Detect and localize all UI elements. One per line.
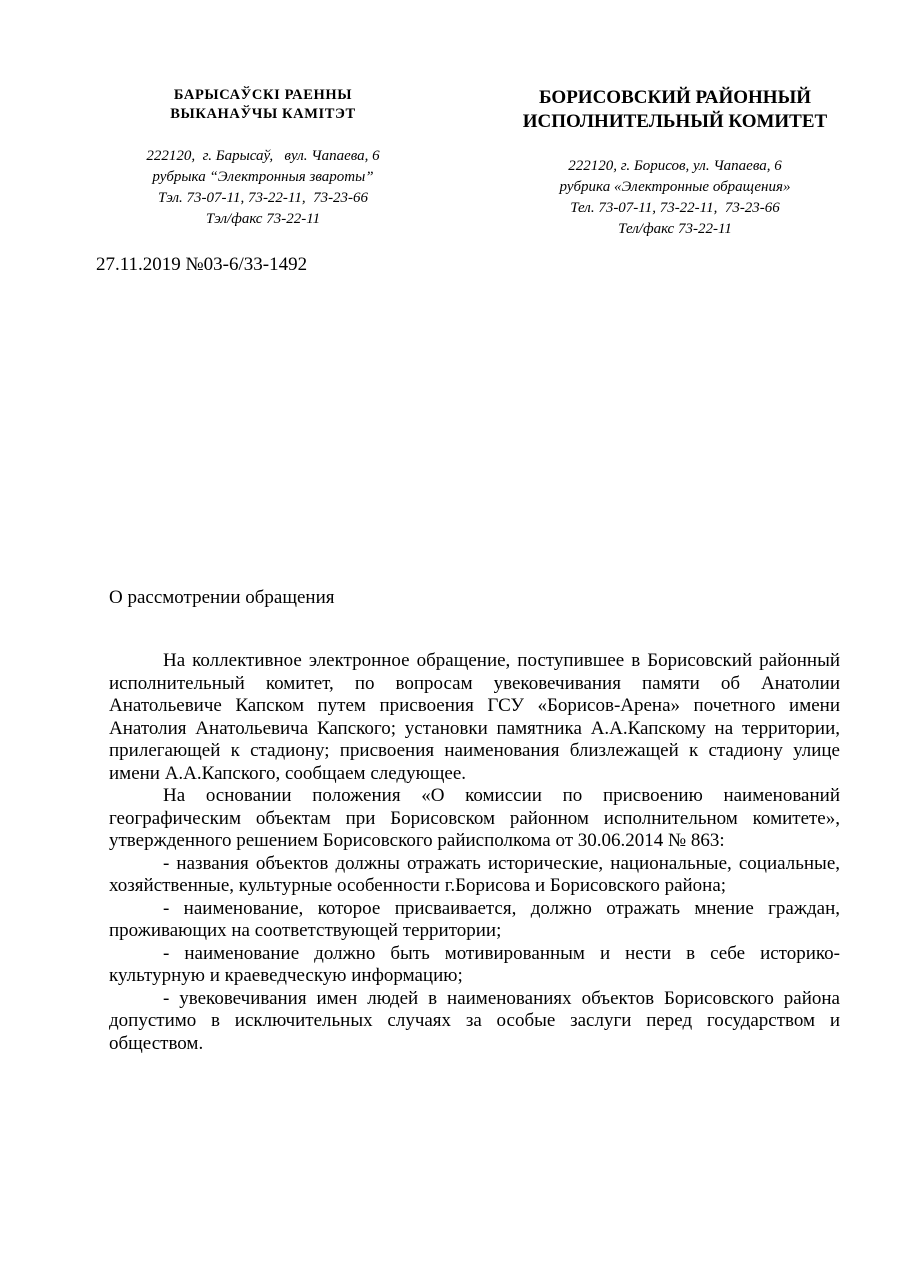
list-item: - наименование должно быть мотивированным и нести в себе историко-культурную и краеведческую информацию; xyxy=(109,942,840,986)
org-name-line2-by: ВЫКАНАЎЧЫ КАМІТЭТ xyxy=(170,106,356,122)
list-item: - названия объектов должны отражать исторические, национальные, социальные, хозяйственные, культурные особенности г.Борисова и Борисовского района; xyxy=(109,852,840,896)
fax-ru: Тел/факс 73-22-11 xyxy=(618,221,732,237)
fax-by: Тэл/факс 73-22-11 xyxy=(205,211,321,227)
org-name-line1-by: БАРЫСАЎСКІ РАЕННЫ xyxy=(173,87,353,103)
document-subject: О рассмотрении обращения xyxy=(109,587,335,608)
header-russian xyxy=(480,86,870,240)
contacts-by xyxy=(78,146,448,230)
contacts-ru xyxy=(480,156,870,240)
address-by: 222120, г. Барысаў, вул. Чапаева, 6 xyxy=(146,148,380,164)
org-name-line1-ru: БОРИСОВСКИЙ РАЙОННЫЙ xyxy=(538,87,812,108)
rubric-ru: рубрика «Электронные обращения» xyxy=(559,179,791,195)
paragraph-basis: На основании положения «О комиссии по присвоению наименований географическим объектам при Борисовском районном исполнительном комитете», утвержденного решением Борисовского райисполкома от 30.06.2014 № 863: xyxy=(109,785,840,851)
org-name-line2-ru: ИСПОЛНИТЕЛЬНЫЙ КОМИТЕТ xyxy=(522,111,828,132)
header-belarusian xyxy=(78,86,448,230)
phones-ru: Тел. 73-07-11, 73-22-11, 73-23-66 xyxy=(570,200,780,216)
address-ru: 222120, г. Борисов, ул. Чапаева, 6 xyxy=(568,158,782,174)
document-date-number: 27.11.2019 №03-6/33-1492 xyxy=(96,254,308,275)
paragraph-intro: На коллективное электронное обращение, поступившее в Борисовский районный исполнительный комитет, по вопросам увековечивания памяти об Анатолии Анатольевиче Капском путем присвоения ГСУ «Борисов-Арена» почетного имени Анатолия Анатольевича Капского; установки памятника А.А.Капскому на территории, прилегающей к стадиону; присвоения наименования близлежащей к стадиону улице имени А.А.Капского, сообщаем следующее. xyxy=(109,650,840,784)
rubric-by: рубрыка “Электронныя звароты” xyxy=(152,169,374,185)
document-body xyxy=(109,650,840,1055)
list-item: - увековечивания имен людей в наименованиях объектов Борисовского района допустимо в исключительных случаях за особые заслуги перед государством и обществом. xyxy=(109,987,840,1054)
phones-by: Тэл. 73-07-11, 73-22-11, 73-23-66 xyxy=(157,190,369,206)
list-item: - наименование, которое присваивается, должно отражать мнение граждан, проживающих на соответствующей территории; xyxy=(109,897,840,941)
